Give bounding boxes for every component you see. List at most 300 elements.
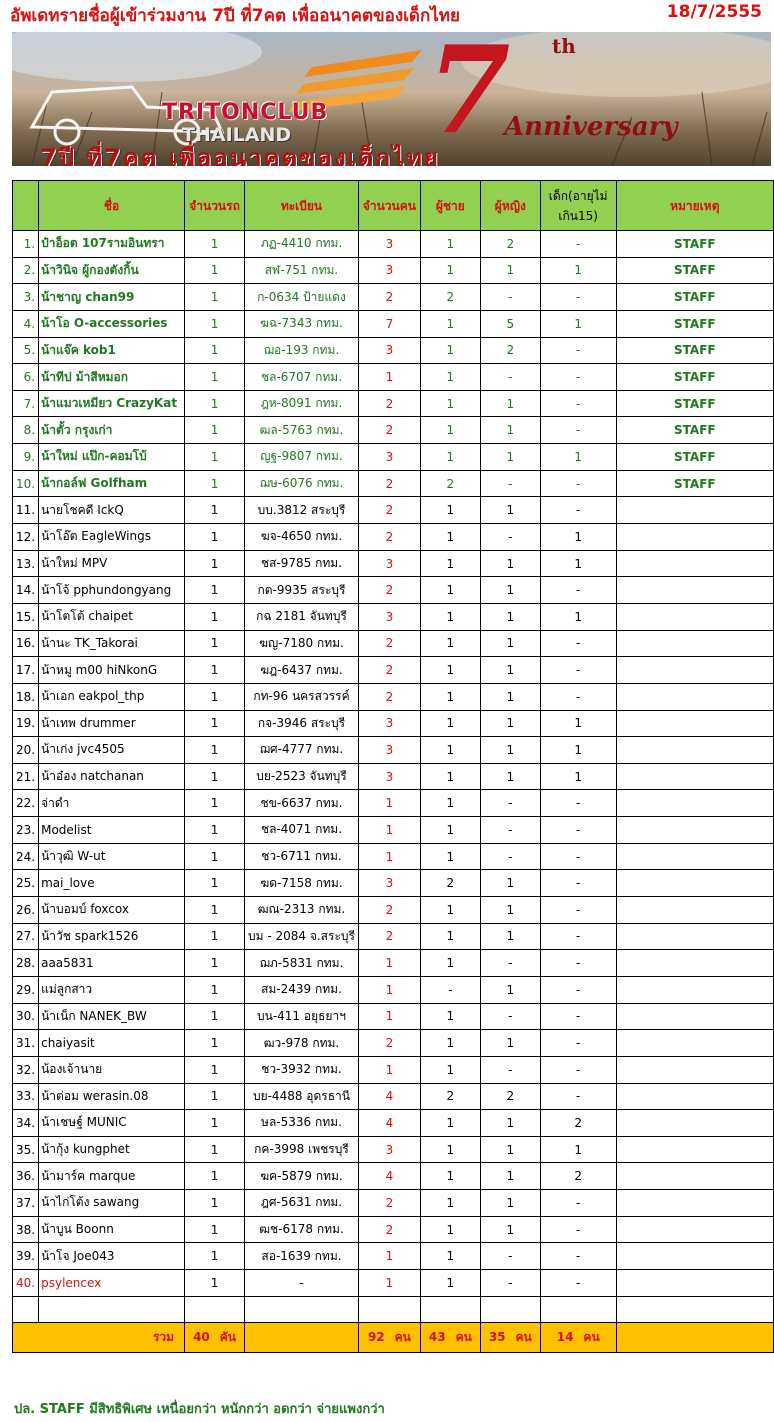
car-count: 1	[185, 390, 245, 417]
table-row	[13, 417, 774, 444]
male-count: 1	[420, 630, 480, 657]
row-number: 23.	[13, 817, 39, 844]
row-note: STAFF	[616, 470, 773, 497]
header-plate: ทะเบียน	[245, 181, 359, 231]
car-count: 1	[185, 1243, 245, 1270]
people-count: 3	[358, 550, 420, 577]
license-plate: สม-2439 กทม.	[245, 976, 359, 1003]
footnote: ปล. STAFF มีสิทธิพิเศษ เหนื่อยกว่า หนักกว่า อดกว่า จ่ายแพงกว่า	[14, 1402, 385, 1417]
row-number: 25.	[13, 870, 39, 897]
row-note	[616, 1083, 773, 1110]
car-count: 1	[185, 923, 245, 950]
row-note: STAFF	[616, 231, 773, 258]
car-count: 1	[185, 1136, 245, 1163]
car-count: 1	[185, 1083, 245, 1110]
participant-name: น้าไก่โต้ง sawang	[39, 1190, 185, 1217]
kids-count: -	[540, 1083, 616, 1110]
row-note	[616, 1056, 773, 1083]
empty-row	[13, 1296, 774, 1323]
car-count: 1	[185, 417, 245, 444]
license-plate: ฎห-8091 กทม.	[245, 390, 359, 417]
kids-count: -	[540, 976, 616, 1003]
female-count: -	[480, 364, 540, 391]
people-count: 2	[358, 417, 420, 444]
female-count: -	[480, 1269, 540, 1296]
table-row	[13, 710, 774, 737]
kids-count: -	[540, 1269, 616, 1296]
row-number: 18.	[13, 683, 39, 710]
license-plate: ฒล-5763 กทม.	[245, 417, 359, 444]
license-plate: ฒช-6178 กทม.	[245, 1216, 359, 1243]
car-count: 1	[185, 1003, 245, 1030]
kids-count: -	[540, 897, 616, 924]
people-count: 2	[358, 390, 420, 417]
male-count: 1	[420, 497, 480, 524]
table-row	[13, 1243, 774, 1270]
female-count: 1	[480, 1136, 540, 1163]
female-count: 1	[480, 1110, 540, 1137]
male-count: 2	[420, 1083, 480, 1110]
female-count: 1	[480, 683, 540, 710]
table-row	[13, 497, 774, 524]
participant-name: น้าแจ๊ค kob1	[39, 337, 185, 364]
license-plate: ฆจ-4650 กทม.	[245, 524, 359, 551]
row-number: 35.	[13, 1136, 39, 1163]
female-count: -	[480, 1243, 540, 1270]
female-count: -	[480, 1056, 540, 1083]
header-kids: เด็ก(อายุไม่เกิน15)	[540, 181, 616, 231]
participant-name: น้าเชษฐ์ MUNIC	[39, 1110, 185, 1137]
license-plate: ชส-9785 กทม.	[245, 550, 359, 577]
banner-anniversary: Anniversary	[504, 112, 678, 142]
row-number: 17.	[13, 657, 39, 684]
table-row	[13, 657, 774, 684]
license-plate: บบ.3812 สระบุรี	[245, 497, 359, 524]
people-count: 3	[358, 444, 420, 471]
table-row	[13, 897, 774, 924]
table-row	[13, 337, 774, 364]
row-note	[616, 577, 773, 604]
people-count: 2	[358, 497, 420, 524]
row-number: 16.	[13, 630, 39, 657]
header-note: หมายเหตุ	[616, 181, 773, 231]
table-row	[13, 310, 774, 337]
male-count: 1	[420, 710, 480, 737]
people-count: 1	[358, 817, 420, 844]
male-count: 1	[420, 737, 480, 764]
row-note	[616, 550, 773, 577]
banner-club-name: TRITONCLUB	[162, 100, 329, 125]
table-row	[13, 603, 774, 630]
people-count: 3	[358, 737, 420, 764]
participant-name: mai_love	[39, 870, 185, 897]
kids-count: -	[540, 470, 616, 497]
license-plate: ฌภ-5831 กทม.	[245, 950, 359, 977]
people-count: 1	[358, 364, 420, 391]
header-female: ผู้หญิง	[480, 181, 540, 231]
male-count: 1	[420, 657, 480, 684]
people-count: 2	[358, 1216, 420, 1243]
participant-name: น้าวินิจ ผู้กองตังกิ้น	[39, 257, 185, 284]
participant-name: น้าวุฒิ W-ut	[39, 843, 185, 870]
car-count: 1	[185, 737, 245, 764]
banner-club-country: THAILAND	[182, 124, 292, 146]
participant-name: แม่ลูกสาว	[39, 976, 185, 1003]
people-count: 2	[358, 470, 420, 497]
participant-name: น้าเก่ง jvc4505	[39, 737, 185, 764]
table-row	[13, 976, 774, 1003]
participant-name: น้าชาญ chan99	[39, 284, 185, 311]
car-count: 1	[185, 817, 245, 844]
row-note	[616, 790, 773, 817]
table-row	[13, 1083, 774, 1110]
row-number: 38.	[13, 1216, 39, 1243]
row-number: 31.	[13, 1030, 39, 1057]
participant-name: น้าเทพ drummer	[39, 710, 185, 737]
table-row	[13, 364, 774, 391]
license-plate: กค-3998 เพชรบุรี	[245, 1136, 359, 1163]
header-no	[13, 181, 39, 231]
row-number: 7.	[13, 390, 39, 417]
total-note-blank	[616, 1323, 773, 1353]
kids-count: 1	[540, 310, 616, 337]
female-count: 1	[480, 417, 540, 444]
car-count: 1	[185, 1110, 245, 1137]
female-count: 1	[480, 976, 540, 1003]
row-number: 19.	[13, 710, 39, 737]
female-count: 1	[480, 897, 540, 924]
row-number: 40.	[13, 1269, 39, 1296]
female-count: 1	[480, 1216, 540, 1243]
male-count: 1	[420, 550, 480, 577]
male-count: 1	[420, 231, 480, 258]
kids-count: -	[540, 630, 616, 657]
participant-name: ป๋าอ็อต 107รามอินทรา	[39, 231, 185, 258]
participant-name: น้าเน็ก NANEK_BW	[39, 1003, 185, 1030]
female-count: 1	[480, 390, 540, 417]
female-count: 1	[480, 657, 540, 684]
kids-count: 2	[540, 1163, 616, 1190]
people-count: 3	[358, 603, 420, 630]
kids-count: 1	[540, 524, 616, 551]
participant-name: จ่าดำ	[39, 790, 185, 817]
female-count: 1	[480, 603, 540, 630]
license-plate: ชล-4071 กทม.	[245, 817, 359, 844]
table-row	[13, 577, 774, 604]
people-count: 1	[358, 1269, 420, 1296]
car-count: 1	[185, 444, 245, 471]
row-note: STAFF	[616, 390, 773, 417]
participant-name: น้าโตโต้ chaipet	[39, 603, 185, 630]
car-count: 1	[185, 1190, 245, 1217]
row-note	[616, 603, 773, 630]
female-count: 1	[480, 870, 540, 897]
row-number: 29.	[13, 976, 39, 1003]
male-count: 1	[420, 1136, 480, 1163]
license-plate: กฉ 2181 จันทบุรี	[245, 603, 359, 630]
row-note	[616, 497, 773, 524]
row-number: 12.	[13, 524, 39, 551]
male-count: 1	[420, 310, 480, 337]
row-note	[616, 710, 773, 737]
car-count: 1	[185, 710, 245, 737]
row-number: 37.	[13, 1190, 39, 1217]
row-note	[616, 1110, 773, 1137]
row-note	[616, 1136, 773, 1163]
kids-count: 1	[540, 257, 616, 284]
male-count: 1	[420, 390, 480, 417]
kids-count: 1	[540, 737, 616, 764]
row-note	[616, 976, 773, 1003]
table-row	[13, 1110, 774, 1137]
participant-name: น้าโอ O-accessories	[39, 310, 185, 337]
people-count: 3	[358, 337, 420, 364]
row-note	[616, 1243, 773, 1270]
participant-name: น้าโจ้ pphundongyang	[39, 577, 185, 604]
car-count: 1	[185, 950, 245, 977]
female-count: 1	[480, 710, 540, 737]
license-plate: ชข-6637 กทม.	[245, 790, 359, 817]
row-note	[616, 817, 773, 844]
participant-name: น้าบอมบ์ foxcox	[39, 897, 185, 924]
people-count: 1	[358, 976, 420, 1003]
license-plate: ก-0634 ป้ายแดง	[245, 284, 359, 311]
banner-slogan: 7ปี ที่7คต เพื่ออนาคตของเด็กไทย	[40, 144, 440, 166]
row-note	[616, 630, 773, 657]
car-count: 1	[185, 497, 245, 524]
car-count: 1	[185, 337, 245, 364]
male-count: 1	[420, 577, 480, 604]
kids-count: -	[540, 657, 616, 684]
car-count: 1	[185, 257, 245, 284]
table-row	[13, 470, 774, 497]
table-row	[13, 284, 774, 311]
row-note	[616, 657, 773, 684]
row-number: 26.	[13, 897, 39, 924]
people-count: 1	[358, 1003, 420, 1030]
license-plate: ฆค-5879 กทม.	[245, 1163, 359, 1190]
kids-count: 1	[540, 710, 616, 737]
row-note: STAFF	[616, 257, 773, 284]
male-count: 1	[420, 763, 480, 790]
row-number: 13.	[13, 550, 39, 577]
car-count: 1	[185, 231, 245, 258]
kids-count: 1	[540, 550, 616, 577]
row-note: STAFF	[616, 417, 773, 444]
people-count: 2	[358, 923, 420, 950]
table-row	[13, 870, 774, 897]
kids-count: -	[540, 950, 616, 977]
female-count: 1	[480, 630, 540, 657]
table-row	[13, 231, 774, 258]
kids-count: -	[540, 364, 616, 391]
license-plate: บน-411 อยุธยาฯ	[245, 1003, 359, 1030]
people-count: 2	[358, 577, 420, 604]
kids-count: -	[540, 817, 616, 844]
table-row	[13, 550, 774, 577]
row-number: 8.	[13, 417, 39, 444]
kids-count: -	[540, 390, 616, 417]
people-count: 2	[358, 897, 420, 924]
male-count: 1	[420, 923, 480, 950]
banner-seven: 7	[427, 32, 511, 161]
kids-count: -	[540, 231, 616, 258]
female-count: 1	[480, 497, 540, 524]
people-count: 3	[358, 763, 420, 790]
car-count: 1	[185, 524, 245, 551]
female-count: 1	[480, 444, 540, 471]
table-header	[13, 181, 774, 231]
row-note	[616, 1003, 773, 1030]
male-count: 1	[420, 817, 480, 844]
male-count: 1	[420, 1243, 480, 1270]
license-plate: สฬ-751 กทม.	[245, 257, 359, 284]
participant-name: น้าโจ Joe043	[39, 1243, 185, 1270]
row-number: 9.	[13, 444, 39, 471]
participant-name: chaiyasit	[39, 1030, 185, 1057]
license-plate: ชว-3932 กทม.	[245, 1056, 359, 1083]
car-count: 1	[185, 1030, 245, 1057]
people-count: 7	[358, 310, 420, 337]
kids-count: -	[540, 337, 616, 364]
table-row	[13, 763, 774, 790]
kids-count: -	[540, 497, 616, 524]
row-number: 27.	[13, 923, 39, 950]
kids-count: -	[540, 1243, 616, 1270]
kids-count: 1	[540, 763, 616, 790]
row-note: STAFF	[616, 310, 773, 337]
female-count: 1	[480, 1163, 540, 1190]
license-plate: ษล-5336 กทม.	[245, 1110, 359, 1137]
license-plate: ฒว-978 กทม.	[245, 1030, 359, 1057]
participant-name: น้าใหม่ MPV	[39, 550, 185, 577]
license-plate: ภฏ-4410 กทม.	[245, 231, 359, 258]
row-number: 6.	[13, 364, 39, 391]
row-number: 34.	[13, 1110, 39, 1137]
people-count: 1	[358, 843, 420, 870]
event-banner	[12, 32, 771, 166]
participant-name: น้าบูน Boonn	[39, 1216, 185, 1243]
female-count: 1	[480, 737, 540, 764]
female-count: -	[480, 817, 540, 844]
male-count: 1	[420, 790, 480, 817]
female-count: -	[480, 843, 540, 870]
total-cars: 40 คัน	[185, 1323, 245, 1353]
people-count: 3	[358, 1136, 420, 1163]
participant-name: น้าแมวเหมียว CrazyKat	[39, 390, 185, 417]
male-count: 1	[420, 417, 480, 444]
car-count: 1	[185, 976, 245, 1003]
kids-count: 1	[540, 1136, 616, 1163]
participant-name: psylencex	[39, 1269, 185, 1296]
female-count: 1	[480, 577, 540, 604]
people-count: 2	[358, 284, 420, 311]
kids-count: -	[540, 1030, 616, 1057]
license-plate: บม - 2084 จ.สระบุรี	[245, 923, 359, 950]
people-count: 4	[358, 1110, 420, 1137]
kids-count: -	[540, 1190, 616, 1217]
male-count: 1	[420, 444, 480, 471]
participant-name: aaa5831	[39, 950, 185, 977]
row-number: 14.	[13, 577, 39, 604]
car-count: 1	[185, 1163, 245, 1190]
male-count: 1	[420, 1003, 480, 1030]
row-note	[616, 843, 773, 870]
kids-count: -	[540, 843, 616, 870]
kids-count: -	[540, 417, 616, 444]
kids-count: -	[540, 923, 616, 950]
license-plate: บย-2523 จันทบุรี	[245, 763, 359, 790]
people-count: 1	[358, 1056, 420, 1083]
kids-count: -	[540, 577, 616, 604]
people-count: 2	[358, 683, 420, 710]
car-count: 1	[185, 364, 245, 391]
license-plate: ฆญ-7180 กทม.	[245, 630, 359, 657]
female-count: -	[480, 1003, 540, 1030]
license-plate: ชว-6711 กทม.	[245, 843, 359, 870]
kids-count: -	[540, 1216, 616, 1243]
female-count: 1	[480, 550, 540, 577]
people-count: 2	[358, 630, 420, 657]
table-row	[13, 1190, 774, 1217]
table-row	[13, 257, 774, 284]
participant-name: น้านะ TK_Takorai	[39, 630, 185, 657]
people-count: 2	[358, 657, 420, 684]
female-count: 2	[480, 337, 540, 364]
banner-th: th	[552, 34, 576, 58]
table-row	[13, 630, 774, 657]
license-plate: ฌอ-193 กทม.	[245, 337, 359, 364]
row-note	[616, 1269, 773, 1296]
car-count: 1	[185, 1216, 245, 1243]
table-row	[13, 1269, 774, 1296]
row-number: 4.	[13, 310, 39, 337]
row-number: 32.	[13, 1056, 39, 1083]
header-people: จำนวนคน	[358, 181, 420, 231]
page-title: อัพเดทรายชื่อผู้เข้าร่วมงาน 7ปี ที่7คต เพื่ออนาคตของเด็กไทย	[10, 6, 460, 26]
table-row	[13, 1216, 774, 1243]
row-note	[616, 950, 773, 977]
table-row	[13, 817, 774, 844]
total-people: 92 คน	[358, 1323, 420, 1353]
participant-name: น้ากุ้ง kungphet	[39, 1136, 185, 1163]
participant-name: น้าโอ๊ต EagleWings	[39, 524, 185, 551]
participant-name: น้าใหม่ แป๊ก-คอมโบ้	[39, 444, 185, 471]
table-row	[13, 1136, 774, 1163]
license-plate: กจ-3946 สระบุรี	[245, 710, 359, 737]
female-count: -	[480, 950, 540, 977]
participants-table	[12, 180, 774, 1353]
license-plate: ฆฎ-6437 กทม.	[245, 657, 359, 684]
total-kids: 14 คน	[540, 1323, 616, 1353]
row-number: 3.	[13, 284, 39, 311]
totals-row	[13, 1323, 774, 1353]
kids-count: -	[540, 1056, 616, 1083]
row-number: 28.	[13, 950, 39, 977]
row-note	[616, 683, 773, 710]
car-count: 1	[185, 577, 245, 604]
kids-count: -	[540, 1003, 616, 1030]
car-count: 1	[185, 284, 245, 311]
car-count: 1	[185, 897, 245, 924]
people-count: 2	[358, 1030, 420, 1057]
row-note	[616, 923, 773, 950]
total-female: 35 คน	[480, 1323, 540, 1353]
female-count: -	[480, 790, 540, 817]
people-count: 3	[358, 710, 420, 737]
license-plate: ฆด-7158 กทม.	[245, 870, 359, 897]
table-row	[13, 683, 774, 710]
